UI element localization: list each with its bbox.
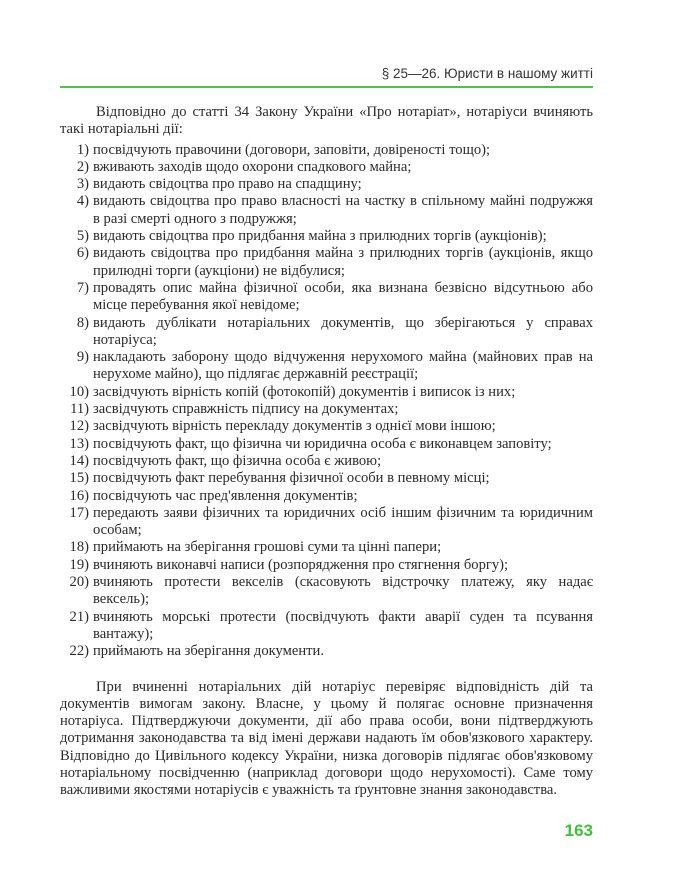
list-item [60,539,593,556]
list-item [60,401,593,418]
list-item-number: 3) [76,176,89,193]
list-item-number: 9) [76,349,89,366]
list-item-text: засвідчують справжність підпису на документах; [93,401,399,418]
page-content [60,104,593,800]
list-item-number: 14) [69,452,89,469]
list-item-number: 11) [70,401,89,418]
list-item [60,453,593,470]
list-item-text: накладають заборону щодо відчуження нерухомого майна (майнових прав на нерухоме майно), що підлягає державній реєстрації; [93,349,593,383]
list-item [60,280,593,315]
list-item-number: 20) [69,574,89,591]
list-item-number: 15) [69,470,89,487]
list-item-number: 17) [69,504,89,521]
list-item-text: видають свідоцтва про придбання майна з прилюдних торгів (аукціонів, якщо прилюдні торги (аукціони) не відбулися; [93,245,593,279]
list-item-number: 21) [69,608,89,625]
list-item-text: видають свідоцтва про право на спадщину; [93,176,362,193]
body-paragraph: При вчиненні нотаріальних дій нотаріус перевіряє відповідність дій та документів вимогам закону. Власне, у цьому й полягає основне призначення нотаріуса. Підтверджуючи документи, дії або права особи, вони підтверджують дотримання законодавства та від імені держави надають їм обов'язкового характеру. Відповідно до Цивільного кодексу України, низка договорів підлягає обов'язковому нотаріальному посвідченню (наприклад договори щодо нерухомості). Саме тому важливими якостями нотаріусів є уважність та ґрунтовне знання законодавства. [60,678,593,799]
list-item-text: приймають на зберігання грошові суми та цінні папери; [93,539,442,556]
list-item-text: посвідчують правочини (договори, заповіти, довіреності тощо); [93,141,491,158]
list-item-text: засвідчують вірність копій (фотокопій) документів і виписок із них; [93,383,516,400]
list-item-number: 8) [76,314,89,331]
list-item [60,176,593,193]
section-title: § 25—26. Юристи в нашому житті [381,66,593,81]
list-item-text: приймають на зберігання документи. [93,643,325,660]
list-item-number: 12) [69,418,89,435]
list-item-number: 5) [76,228,89,245]
list-item [60,418,593,435]
list-item-text: засвідчують вірність перекладу документів з однієї мови іншою; [93,418,496,435]
list-item-number: 10) [69,383,89,400]
list-item [60,228,593,245]
list-item-text: посвідчують час пред'явлення документів; [93,487,358,504]
list-item-text: вчиняють виконавчі написи (розпорядження про стягнення боргу); [93,556,509,573]
list-item [60,557,593,574]
list-item [60,159,593,176]
list-item [60,315,593,350]
list-item-number: 7) [76,279,89,296]
list-item-number: 22) [69,643,89,660]
list-item [60,245,593,280]
list-item-number: 13) [69,435,89,452]
list-item [60,574,593,609]
list-item-text: посвідчують факт перебування фізичної особи в певному місці; [93,470,490,487]
list-item-text: вчиняють морські протести (посвідчують факти аварії суден та псування вантажу); [93,608,593,642]
list-item [60,384,593,401]
list-item [60,436,593,453]
page-number: 163 [564,821,593,840]
list-item-text: вчиняють протести векселів (скасовують відстрочку платежу, яку надає вексель); [93,574,593,608]
list-item-text: передають заяви фізичних та юридичних осіб іншим фізичним та юридичним особам; [93,504,593,539]
list-item-text: видають свідоцтва про придбання майна з прилюдних торгів (аукціонів); [93,228,547,245]
list-item-number: 4) [76,193,89,210]
list-item-text: вживають заходів щодо охорони спадкового майна; [93,158,412,175]
list-item [60,488,593,505]
list-item-number: 19) [69,556,89,573]
list-item-text: посвідчують факт, що фізична особа є живою; [93,452,382,469]
page-header [60,62,593,88]
list-item [60,609,593,644]
list-item-text: видають дублікати нотаріальних документів, що зберігаються у справах нотаріуса; [93,314,593,348]
list-item-number: 18) [69,539,89,556]
intro-paragraph: Відповідно до статті 34 Закону України «Про нотаріат», нотаріуси вчиняють такі нотаріальні дії: [60,104,593,138]
list-item [60,505,593,540]
list-item [60,349,593,384]
list-item [60,470,593,487]
list-item-text: посвідчують факт, що фізична чи юридична особа є виконавцем заповіту; [93,435,552,452]
list-item-number: 6) [76,245,89,262]
list-item-text: провадять опис майна фізичної особи, яка визнана безвісно відсутньою або місце перебування якої невідоме; [93,279,593,314]
list-item [60,193,593,228]
list-item-number: 16) [69,487,89,504]
list-item-text: видають свідоцтва про право власності на частку в спільному майні подружжя в разі смерті одного з подружжя; [93,193,593,227]
notarial-actions-list [60,142,593,661]
list-item-number: 2) [76,158,89,175]
list-item [60,643,593,660]
list-item [60,142,593,159]
list-item-number: 1) [76,141,89,158]
